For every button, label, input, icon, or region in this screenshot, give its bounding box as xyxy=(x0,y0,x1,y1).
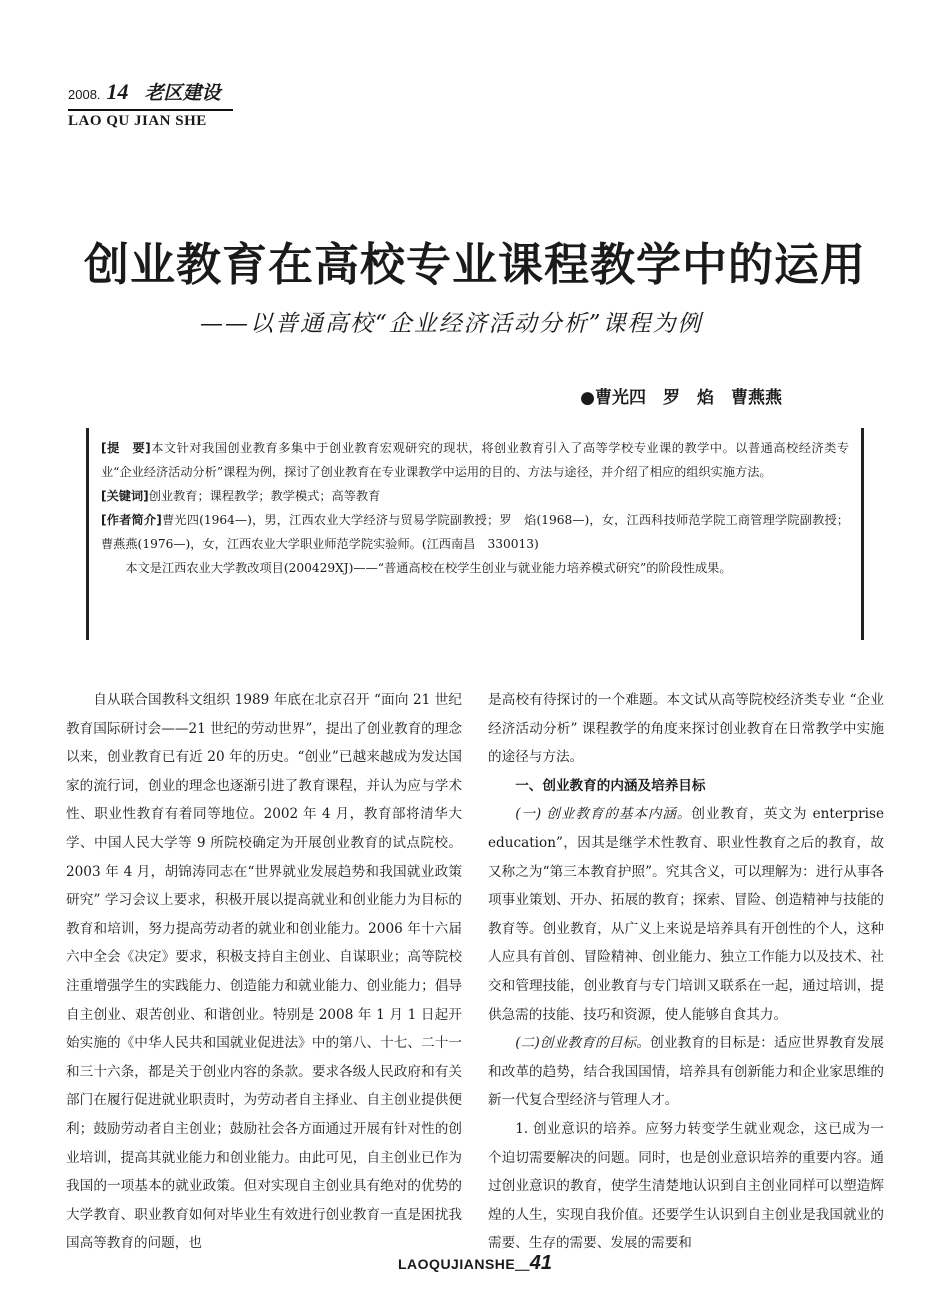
body-column-right xyxy=(488,686,884,1258)
body-paragraph: 1. 创业意识的培养。应努力转变学生就业观念，这已成为一个迫切需要解决的问题。同时，也是创业意识培养的重要内容。通过创业意识的教育，使学生清楚地认识到自主创业同样可以塑造辉煌的人生，实现自我价值。还要学生认识到自主创业是我国就业的需要、生存的需要、发展的需要和 xyxy=(488,1120,884,1252)
body-paragraph xyxy=(488,1029,884,1115)
author-bio-label: [作者简介] xyxy=(101,513,162,527)
footer-brand: LAOQUJIANSHE＿ xyxy=(398,1256,530,1272)
magazine-name-cn: 老区建设 xyxy=(144,82,221,104)
issue-number: 14 xyxy=(106,79,129,104)
article-subtitle: ——以普通高校“企业经济活动分析”课程为例 xyxy=(200,311,703,337)
keywords-label: [关键词] xyxy=(101,489,149,503)
section-heading: 一、创业教育的内涵及培养目标 xyxy=(515,777,706,794)
journal-header xyxy=(68,78,233,130)
abstract-paragraph xyxy=(101,436,849,484)
article-title: 创业教育在高校专业课程教学中的运用 xyxy=(83,238,866,291)
abstract-label: [提 要] xyxy=(101,441,151,455)
subsection-label: (一) 创业教育的基本内涵。 xyxy=(515,806,692,823)
subsection-text: 创业教育的目标是：适应世界教育发展和改革的趋势，结合我国国情，培养具有创新能力和企业家思维的新一代复合型经济与管理人才。 xyxy=(488,1035,885,1109)
journal-masthead xyxy=(68,78,233,105)
page-number: 41 xyxy=(529,1252,552,1274)
subsection-label: (二)创业教育的目标。 xyxy=(515,1035,651,1052)
article-authors: ●曹光四 罗 焰 曹燕燕 xyxy=(580,388,782,408)
body-paragraph xyxy=(488,800,884,1029)
author-bio-paragraph xyxy=(101,508,849,556)
body-paragraph: 是高校有待探讨的一个难题。本文试从高等院校经济类专业 “企业经济活动分析” 课程教学的角度来探讨创业教育在日常教学中实施的途径与方法。 xyxy=(488,692,884,766)
body-paragraph: 自从联合国教科文组织 1989 年底在北京召开 “面向 21 世纪教育国际研讨会——21 世纪的劳动世界”，提出了创业教育的理念以来，创业教育已有近 20 年的历史。“创业”已越来越成为发达国家的流行词，创业的理念也逐渐引进了教育课程，并认为应与学术性、职业性教育有着同等地位。2002 年 4 月，教育部将清华大学、中国人民大学等 9 所院校确定为开展创业教育的试点院校。2003 年 4 月，胡锦涛同志在“世界就业发展趋势和我国就业政策研究” 学习会议上要求，积极开展以提高就业和创业能力为目标的教育和培训，努力提高劳动者的就业和创业能力。2006 年十六届六中全会《决定》要求，积极支持自主创业、自谋职业；高等院校注重增强学生的实践能力、创造能力和就业能力、创业能力；倡导自主创业、艰苦创业、和谐创业。特别是 2008 年 1 月 1 日起开始实施的《中华人民共和国就业促进法》中的第八、十七、二十一和三十六条，都是关于创业内容的条款。要求各级人民政府和有关部门在履行促进就业职责时，为劳动者自主择业、自主创业提供便利；鼓励劳动者自主创业；鼓励社会各方面通过开展有针对性的创业培训，提高其就业能力和创业能力。由此可见，自主创业已作为我国的一项基本的就业政策。但对实现自主创业具有绝对的优势的大学教育、职业教育如何对毕业生有效进行创业教育一直是困扰我国高等教育的问题，也 xyxy=(66,692,462,1252)
keywords-text: 创业教育；课程教学；教学模式；高等教育 xyxy=(148,489,381,503)
keywords-paragraph xyxy=(101,484,849,508)
abstract-box xyxy=(86,428,864,640)
magazine-name-en: LAO QU JIAN SHE xyxy=(68,109,233,130)
page-footer xyxy=(0,1252,950,1275)
author-bio-text: 曹光四(1964—)，男，江西农业大学经济与贸易学院副教授；罗 焰(1968—)，女，江西科技师范学院工商管理学院副教授；曹燕燕(1976—)，女，江西农业大学职业师范学院实验师。(江西南昌 330013) xyxy=(101,513,849,551)
body-column-left xyxy=(66,686,462,1258)
subsection-text: 创业教育，英文为 enterprise education”，因其是继学术性教育、职业性教育之后的教育，故又称之为“第三本教育护照”。究其含义，可以理解为：进行从事各项事业策划、开办、拓展的教育；探索、冒险、创造精神与技能的教育等。创业教育，从广义上来说是培养具有开创性的个人，这种人应具有首创、冒险精神、创业能力、独立工作能力以及技术、社交和管理技能，创业教育与专门培训又联系在一起，通过培训，提供急需的技能、技巧和资源，使人能够自食其力。 xyxy=(488,806,884,1023)
funding-note: 本文是江西农业大学教改项目(200429XJ)——“普通高校在校学生创业与就业能力培养模式研究”的阶段性成果。 xyxy=(125,561,732,575)
issue-year: 2008. xyxy=(68,87,101,102)
abstract-text: 本文针对我国创业教育多集中于创业教育宏观研究的现状，将创业教育引入了高等学校专业课的教学中。以普通高校经济类专业“企业经济活动分析”课程为例，探讨了创业教育在专业课教学中运用的目的、方法与途径，并介绍了相应的组织实施方法。 xyxy=(101,441,850,479)
